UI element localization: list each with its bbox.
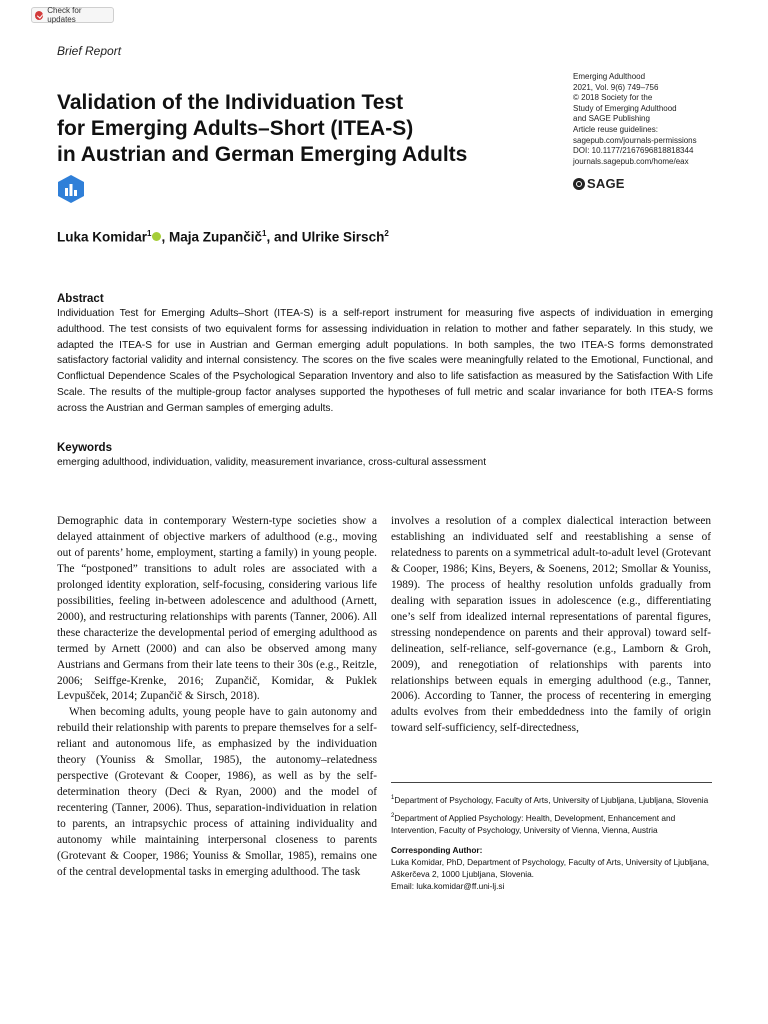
sage-logo-text: SAGE	[587, 176, 625, 191]
journal-home-link[interactable]: journals.sagepub.com/home/eax	[573, 156, 689, 166]
affiliation-sup: 1	[262, 229, 267, 238]
footnotes	[391, 792, 719, 892]
affiliation-2: $^2$Department of Applied Psychology: Health, Development, Enhancement and Intervention, Faculty of Psychology, University of Vienna, Vienna, Austria	[391, 812, 676, 835]
body-paragraph: Demographic data in contemporary Western-type societies show a delayed attainment of objective markers of adulthood (e.g., moving out of parents’ home, employment, starting a family) in young people. The “postponed” transitions to adult roles are associated with a prolonged identity exploration, self-focusing, considering various life possibilities, feeling in-between adolescence and adulthood (Arnett, 2000), and restructuring relationships with parents (Tanner, 2006). All these characterize the developmental period of emerging adulthood as termed by Arnett (2000) and can also be observed among many Austrians and Germans from their late teens to their 30s (e.g., Reitzle, 2006; Seiffge-Krenke, 2016; Zupančič, Komidar, & Puklek Levpušček, 2014; Zupančič & Sirsch, 2018).	[57, 515, 377, 703]
title-line: in Austrian and German Emerging Adults	[57, 143, 468, 166]
corresponding-author-email[interactable]: Email: luka.komidar@ff.uni-lj.si	[391, 880, 505, 891]
sage-logo-icon	[573, 178, 585, 190]
author-name: Ulrike Sirsch	[301, 229, 385, 245]
journal-volume: 2021, Vol. 9(6) 749–756	[573, 82, 659, 92]
title-line: Validation of the Individuation Test	[57, 91, 404, 114]
corresponding-author-heading: Corresponding Author:	[391, 844, 483, 855]
affiliation-sup: 2	[384, 229, 389, 238]
title-line: for Emerging Adults–Short (ITEA-S)	[57, 117, 414, 140]
footnote-divider	[391, 782, 712, 783]
copyright-line: Study of Emerging Adulthood	[573, 103, 677, 113]
permissions-link[interactable]: sagepub.com/journals-permissions	[573, 135, 697, 145]
journal-meta	[573, 72, 733, 167]
affiliation-sup: 1	[147, 229, 152, 238]
article-title	[57, 90, 527, 168]
keywords-text: emerging adulthood, individuation, validity, measurement invariance, cross-cultural assessment	[57, 457, 487, 468]
abstract-heading: Abstract	[57, 293, 104, 305]
section-label: Brief Report	[57, 44, 122, 58]
body-paragraph: involves a resolution of a complex dialectical interaction between establishing an individuated self and reestablishing a sense of relatedness to parents on a symmetrical adult-to-adult level (Grotevant & Cooper, 1986; Kins, Beyers, & Soenens, 2012; Smollar & Youniss, 1989). The process of healthy resolution unfolds gradually from dealing with separation issues in adolescence (e.g., differentiating one’s self from idealized internal representations of parental figures, stressing nondependence on parents and their approval) toward self-delineation, self-reliance, self-governance (e.g., Lamborn & Groh, 2009), and renegotiation of relationships with parents into relationships between equals in emerging adulthood (e.g., Tanner, 2006). According to Tanner, the process of recentering in emerging adults evolves from their embeddedness into the family of origin toward self-sufficiency, self-directedness,	[391, 515, 711, 735]
article-metrics-icon[interactable]	[57, 174, 85, 204]
reuse-label: Article reuse guidelines:	[573, 124, 658, 134]
corresponding-author-address: Luka Komidar, PhD, Department of Psychology, Faculty of Arts, University of Ljubljana, Aškerčeva 2, 1000 Ljubljana, Slovenia.	[391, 856, 710, 879]
author-name: Maja Zupančič	[169, 229, 263, 245]
affiliation-1: $^1$Department of Psychology, Faculty of Arts, University of Ljubljana, Ljubljana, Slovenia	[391, 794, 709, 805]
check-for-updates-badge[interactable]	[31, 7, 114, 23]
body-column-left	[57, 514, 377, 881]
abstract-text: Individuation Test for Emerging Adults–Short (ITEA-S) is a self-report instrument for measuring five aspects of individuation in emerging adulthood. The test consists of two equivalent forms for assessing individuation in relation to mother and father separately. In this study, we adapted the ITEA-S for use in Austrian and German emerging adult populations. In both samples, the two ITEA-S forms demonstrated satisfactory factorial validity and internal consistency. The scores on the five scales were meaningfully related to the Emotional, Functional, and Conflictual Dependence Scales of the Psychological Separation Inventory and also to life satisfaction as measured by the Satisfaction With Life Scale. The results of the multiple-group factor analyses supported the hypotheses of full metric and scalar invariance for both ITEA-S forms across the Austrian and German samples of emerging adults.	[57, 308, 713, 414]
keywords-heading: Keywords	[57, 442, 112, 454]
author-name: Luka Komidar	[57, 229, 148, 245]
crossmark-icon	[35, 11, 43, 20]
author-list: Luka Komidar$^1$ , Maja Zupančič$^1$, and Ulrike Sirsch$^2$	[57, 229, 389, 245]
check-for-updates-label: Check for updates	[47, 6, 82, 24]
doi-link[interactable]: DOI: 10.1177/2167696818818344	[573, 146, 694, 156]
body-column-right	[391, 514, 711, 737]
body-paragraph: When becoming adults, young people have to gain autonomy and rebuild their relationship with parents to prepare themselves for a self-reliant and autonomous life, as emphasized by the individuation theory (Youniss & Smollar, 1985), the autonomy–relatedness perspective (Grotevant & Cooper, 1986), as well as by the self-determination theory (Deci & Ryan, 2000) and the model of recentering (Tanner, 2006). Thus, separation-individuation in relation to parents, an intrapsychic process of attaining individuality and autonomy while maintaining interpersonal closeness to parents (Grotevant & Cooper, 1986; Youniss & Smollar, 1985), remains one of the central developmental tasks in emerging adulthood. The task	[57, 706, 377, 878]
journal-name: Emerging Adulthood	[573, 72, 646, 81]
copyright-line: © 2018 Society for the	[573, 93, 653, 103]
copyright-line: and SAGE Publishing	[573, 114, 650, 124]
sage-logo	[573, 176, 625, 191]
orcid-icon[interactable]	[152, 232, 161, 241]
author-and: and	[274, 229, 299, 245]
